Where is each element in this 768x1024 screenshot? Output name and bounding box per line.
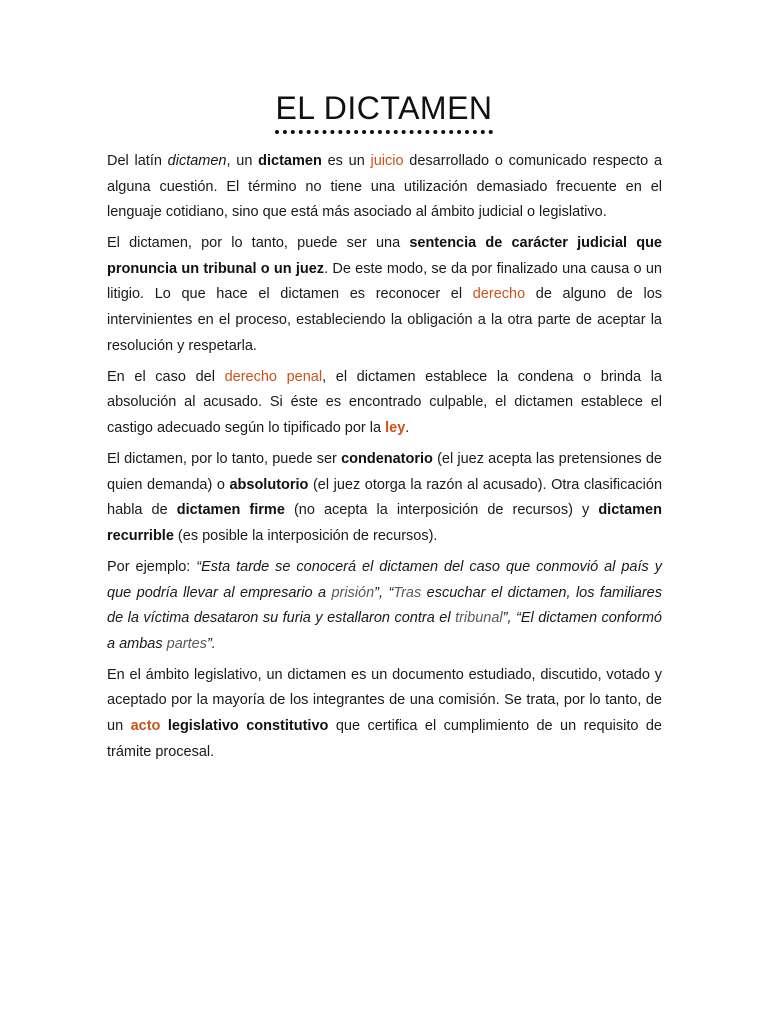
p1-text-4: desarrollado o comunicado respecto a alguna cuestión. El término no tiene una utilización demasiado frecuente en el lenguaje cotidiano, sino que está más asociado al ámbito judicial o legislativo. (107, 153, 663, 221)
p4-text-3: (el juez otorga la razón al acusado). Otra clasificación habla de (107, 476, 663, 519)
paragraph-2 (107, 231, 662, 359)
p2-text-3: de alguno de los intervinientes en el proceso, estableciendo la obligación a la otra parte de aceptar la resolución y respetarla. (107, 286, 663, 354)
p5-quote-1: Esta tarde se conocerá el dictamen del caso que conmovió al país y que podría llevar al empresario a (107, 558, 662, 601)
link-acto[interactable]: acto (130, 717, 161, 734)
p5-quote-3: El dictamen conformó a ambas (107, 610, 663, 652)
p6-text-1: En el ámbito legislativo, un dictamen es un documento estudiado, discutido, votado y aceptado por la mayoría de los integrantes de una comisión. Se trata, por lo tanto, de un (107, 666, 662, 734)
p1-text-1: Del latín (107, 153, 168, 169)
p6-text-2: que certifica el cumplimiento de un requisito de trámite procesal. (107, 717, 662, 760)
p4-text-2: (el juez acepta las pretensiones de quien demanda) o (107, 451, 662, 493)
document-title (0, 88, 768, 134)
p4-text-5: (es posible la interposición de recursos). (173, 527, 438, 544)
p3-text-1: En el caso del (107, 368, 225, 385)
paragraph-6 (107, 663, 662, 765)
paragraph-1 (107, 149, 662, 226)
p1-term-dictamen: dictamen (258, 153, 322, 169)
link-prision[interactable]: prisión (331, 584, 375, 601)
p6-space (160, 718, 167, 734)
link-derecho-penal[interactable]: derecho penal (224, 368, 323, 385)
p4-bold-dictamen-recurrible: dictamen recurrible (107, 502, 662, 544)
document-body (107, 149, 662, 771)
p1-text-3: es un (321, 153, 371, 169)
p2-bold-sentencia: sentencia de carácter judicial que pronuncia un tribunal o un juez (107, 235, 662, 277)
paragraph-5 (107, 555, 662, 657)
p1-text-2: , un (226, 153, 259, 169)
p3-text-2: , el dictamen establece la condena o brinda la absolución al acusado. Si éste es encontrado culpable, el dictamen establece el castigo adecuado según lo tipificado por la (107, 368, 662, 436)
p5-text-1: Por ejemplo: (107, 558, 197, 575)
p1-term-latin: dictamen (167, 153, 227, 169)
document-title-text: EL DICTAMEN (275, 88, 492, 134)
p5-quote-sep-2: ”, “ (502, 610, 521, 627)
paragraph-3 (107, 365, 662, 442)
p5-quote-2: escuchar el dictamen, los familiares de la víctima desataron su furia y estallaron contra el (107, 584, 662, 627)
link-juicio[interactable]: juicio (370, 153, 404, 169)
p5-quote-open-1: “ (196, 558, 202, 575)
link-tribunal[interactable]: tribunal (455, 610, 503, 627)
p4-bold-condenatorio: condenatorio (341, 451, 433, 468)
p5-quote-close: ”. (206, 635, 216, 652)
p4-text-4: (no acepta la interposición de recursos) y (284, 502, 599, 519)
link-tras[interactable]: Tras (393, 584, 422, 601)
p3-text-3: . (405, 419, 410, 436)
p2-text-1: El dictamen, por lo tanto, puede ser una (107, 235, 410, 252)
link-partes[interactable]: partes (166, 635, 207, 652)
p4-text-1: El dictamen, por lo tanto, puede ser (107, 451, 342, 468)
p4-bold-absolutorio: absolutorio (229, 476, 309, 493)
link-derecho[interactable]: derecho (472, 286, 526, 303)
p5-quote-sep-1: ”, “ (374, 584, 394, 601)
p2-text-2: . De este modo, se da por finalizado una causa o un litigio. Lo que hace el dictamen es reconocer el (107, 260, 662, 303)
paragraph-4 (107, 447, 662, 549)
link-ley[interactable]: ley (385, 419, 406, 436)
p6-bold-legislativo-constitutivo: legislativo constitutivo (167, 717, 329, 734)
p4-bold-dictamen-firme: dictamen firme (176, 502, 285, 519)
